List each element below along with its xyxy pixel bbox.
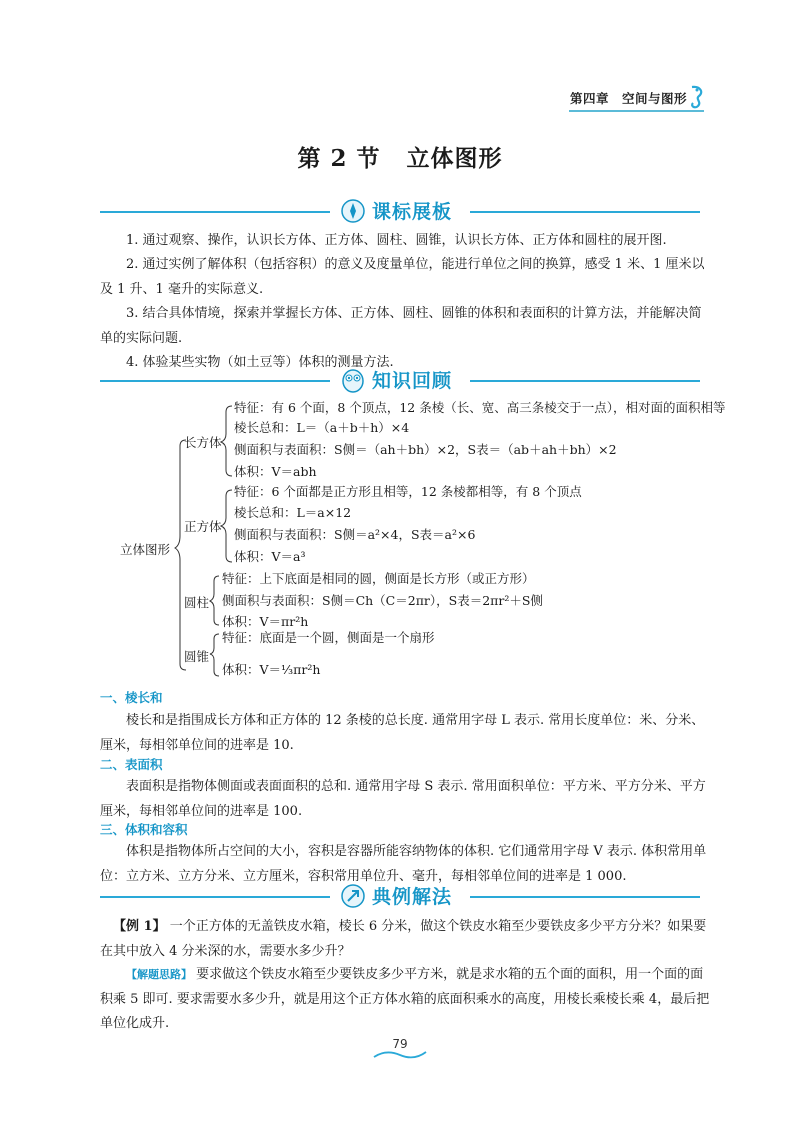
tree-feature: 特征：底面是一个圆，侧面是一个扇形 xyxy=(222,630,435,645)
subsection-text: 表面积是指物体侧面或表面面积的总和. 通常用字母 S 表示. 常用面积单位：平方米、平方分米、平方厘米，每相邻单位间的进率是 100. xyxy=(100,779,706,819)
tree-feature: 体积：V＝⅓πr²h xyxy=(222,662,321,677)
standards-item: 2. 通过实例了解体积（包括容积）的意义及度量单位，能进行单位之间的换算，感受 1 米、1 厘米以及 1 升、1 毫升的实际意义. xyxy=(100,257,705,297)
chapter-header: 第四章 空间与图形 xyxy=(569,91,687,106)
owl-icon xyxy=(340,367,366,393)
subsection-text: 体积是指物体所占空间的大小，容积是容器所能容纳物体的体积. 它们通常用字母 V 表示. 体积常用单位：立方米、立方分米、立方厘米，容积常用单位升、毫升，每相邻单位间的进率是 1 000. xyxy=(100,844,707,884)
tree-feature: 体积：V＝abh xyxy=(234,464,317,479)
tree-node-cube: 正方体 xyxy=(184,519,222,534)
subsection-heading: 三、体积和容积 xyxy=(100,822,188,837)
tree-feature: 特征：有 6 个面，8 个顶点，12 条棱（长、宽、高三条棱交于一点），相对面的面积相等 xyxy=(234,400,726,415)
hint-label: 【解题思路】 xyxy=(126,968,192,981)
rocket-icon xyxy=(340,883,366,909)
tree-node-cone: 圆锥 xyxy=(184,649,210,664)
tree-feature: 侧面积与表面积：S侧＝（ah＋bh）×2，S表＝（ab＋ah＋bh）×2 xyxy=(234,442,617,457)
section-number: 第 2 节 xyxy=(297,145,381,172)
tree-feature: 特征：上下底面是相同的圆，侧面是长方形（或正方形） xyxy=(222,571,535,586)
standards-item: 4. 体验某些实物（如土豆等）体积的测量方法. xyxy=(126,355,394,370)
compass-icon xyxy=(340,198,366,224)
example-problem xyxy=(100,915,710,964)
section-label: 课标展板 xyxy=(372,201,453,223)
section-header-examples xyxy=(100,882,700,912)
subsection-heading: 二、表面积 xyxy=(100,757,163,772)
section-title: 立体图形 xyxy=(406,145,503,172)
example-text: 一个正方体的无盖铁皮水箱，棱长 6 分米，做这个铁皮水箱至少要铁皮多少平方分米？如果要在其中放入 4 分米深的水，需要水多少升？ xyxy=(100,919,707,959)
subsection-heading: 一、棱长和 xyxy=(100,690,163,705)
seahorse-icon xyxy=(684,84,708,110)
tree-feature: 侧面积与表面积：S侧＝Ch（C＝2πr），S表＝2πr²＋S侧 xyxy=(222,593,543,608)
wave-decoration-icon xyxy=(372,1047,428,1061)
page-number: 79 xyxy=(392,1037,408,1051)
section-header-review xyxy=(100,366,700,396)
tree-root: 立体图形 xyxy=(120,542,171,557)
standards-item: 3. 结合具体情境，探索并掌握长方体、正方体、圆柱、圆锥的体积和表面积的计算方法，并能解决简单的实际问题. xyxy=(100,306,702,346)
tree-feature: 棱长总和：L＝（a＋b＋h）×4 xyxy=(234,420,410,435)
example-label: 【例 1】 xyxy=(113,919,166,934)
tree-node-cylinder: 圆柱 xyxy=(184,595,210,610)
tree-feature: 特征：6 个面都是正方形且相等，12 条棱都相等，有 8 个顶点 xyxy=(234,484,582,499)
header-rule xyxy=(569,110,704,112)
knowledge-tree xyxy=(100,396,726,686)
tree-feature: 体积：V＝πr²h xyxy=(222,614,309,629)
section-header-standards xyxy=(100,197,700,227)
standards-item: 1. 通过观察、操作，认识长方体、正方体、圆柱、圆锥，认识长方体、正方体和圆柱的展开图. xyxy=(126,233,667,248)
example-hint xyxy=(100,963,710,1037)
hint-text: 要求做这个铁皮水箱至少要铁皮多少平方米，就是求水箱的五个面的面积，用一个面的面积乘 5 即可. 要求需要水多少升，就是用这个正方体水箱的底面积乘水的高度，用棱长乘棱长乘 4，最后把单位化成升. xyxy=(100,967,710,1031)
tree-node-cuboid: 长方体 xyxy=(184,435,222,450)
subsection-text: 棱长和是指围成长方体和正方体的 12 条棱的总长度. 通常用字母 L 表示. 常用长度单位：米、分米、厘米，每相邻单位间的进率是 10. xyxy=(100,713,705,753)
tree-feature: 棱长总和：L＝a×12 xyxy=(234,505,352,520)
page-title xyxy=(0,140,800,173)
section-label: 典例解法 xyxy=(372,886,453,908)
tree-feature: 体积：V＝a³ xyxy=(234,549,306,564)
tree-feature: 侧面积与表面积：S侧＝a²×4，S表＝a²×6 xyxy=(234,527,476,542)
section-label: 知识回顾 xyxy=(372,370,453,392)
